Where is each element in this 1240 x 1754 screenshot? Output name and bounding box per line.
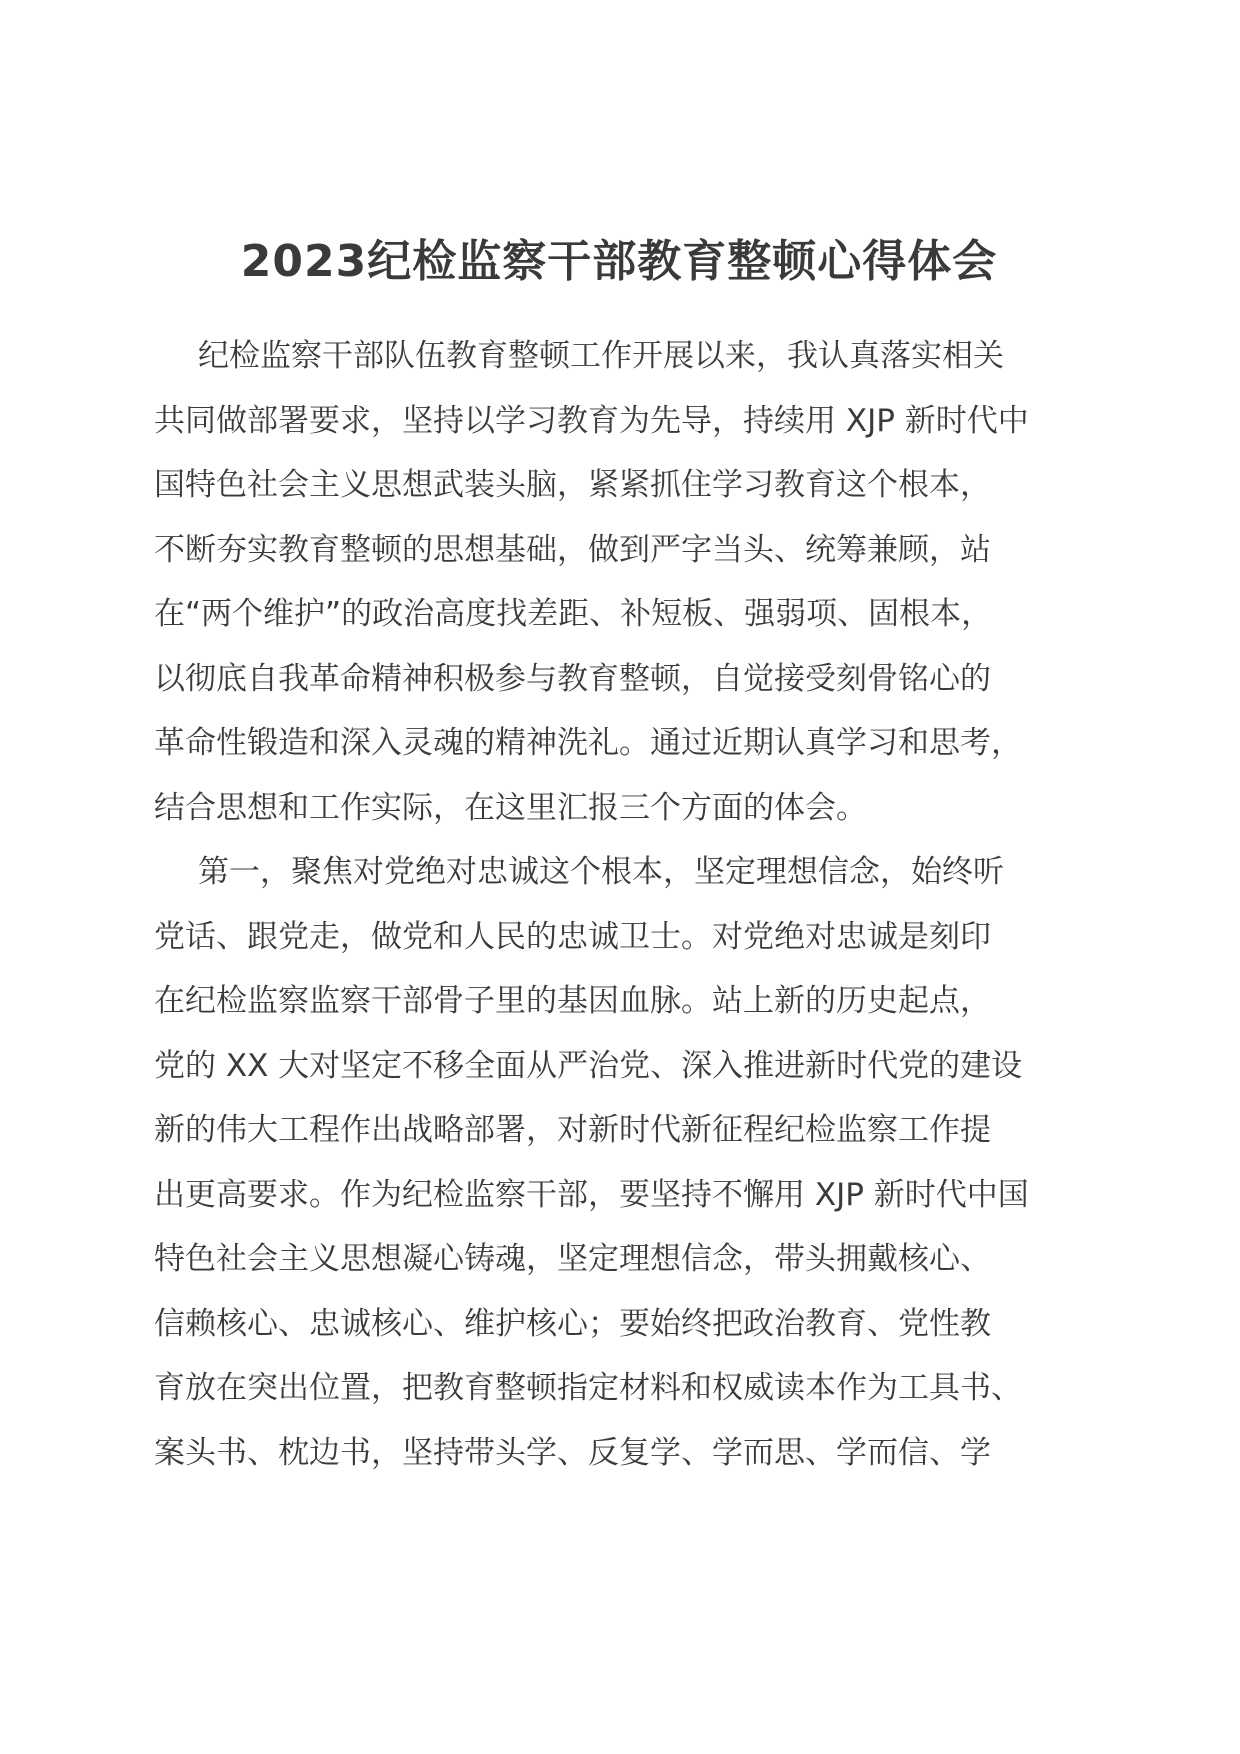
paragraph-intro [154,324,1098,840]
paragraph-line: 第一，聚焦对党绝对忠诚这个根本，坚定理想信念，始终听 [198,854,1004,890]
paragraph-line: 案头书、枕边书，坚持带头学、反复学、学而思、学而信、学 [154,1434,991,1471]
paragraph-line: 在“两个维护”的政治高度找差距、补短板、强弱项、固根本， [154,596,993,632]
paragraph-line: 结合思想和工作实际，在这里汇报三个方面的体会。 [154,789,867,826]
paragraph-line: 纪检监察干部队伍教育整顿工作开展以来，我认真落实相关 [198,338,1004,374]
paragraph-line: 出更高要求。作为纪检监察干部，要坚持不懈用 XJP 新时代中国 [154,1176,1029,1213]
paragraph-line: 特色社会主义思想凝心铸魂，坚定理想信念，带头拥戴核心、 [154,1241,991,1277]
paragraph-line: 不断夯实教育整顿的思想基础，做到严字当头、统筹兼顾，站 [154,531,991,568]
paragraph-line: 国特色社会主义思想武装头脑，紧紧抓住学习教育这个根本， [154,467,991,503]
paragraph-line: 革命性锻造和深入灵魂的精神洗礼。通过近期认真学习和思考， [154,725,1022,761]
paragraph-line: 新的伟大工程作出战略部署，对新时代新征程纪检监察工作提 [154,1112,991,1148]
paragraph-line: 党的 XX 大对坚定不移全面从严治党、深入推进新时代党的建设 [154,1047,1023,1084]
document-title: 2023纪检监察干部教育整顿心得体会 [240,236,998,287]
paragraph-first-point [154,840,1098,1485]
paragraph-line: 党话、跟党走，做党和人民的忠诚卫士。对党绝对忠诚是刻印 [154,918,991,955]
paragraph-line: 以彻底自我革命精神积极参与教育整顿，自觉接受刻骨铭心的 [154,660,991,697]
paragraph-line: 育放在突出位置，把教育整顿指定材料和权威读本作为工具书、 [154,1370,1022,1406]
paragraph-line: 在纪检监察监察干部骨子里的基因血脉。站上新的历史起点， [154,983,991,1019]
paragraph-line: 共同做部署要求，坚持以学习教育为先导，持续用 XJP 新时代中 [154,402,1029,439]
paragraph-line: 信赖核心、忠诚核心、维护核心；要始终把政治教育、党性教 [154,1305,991,1342]
